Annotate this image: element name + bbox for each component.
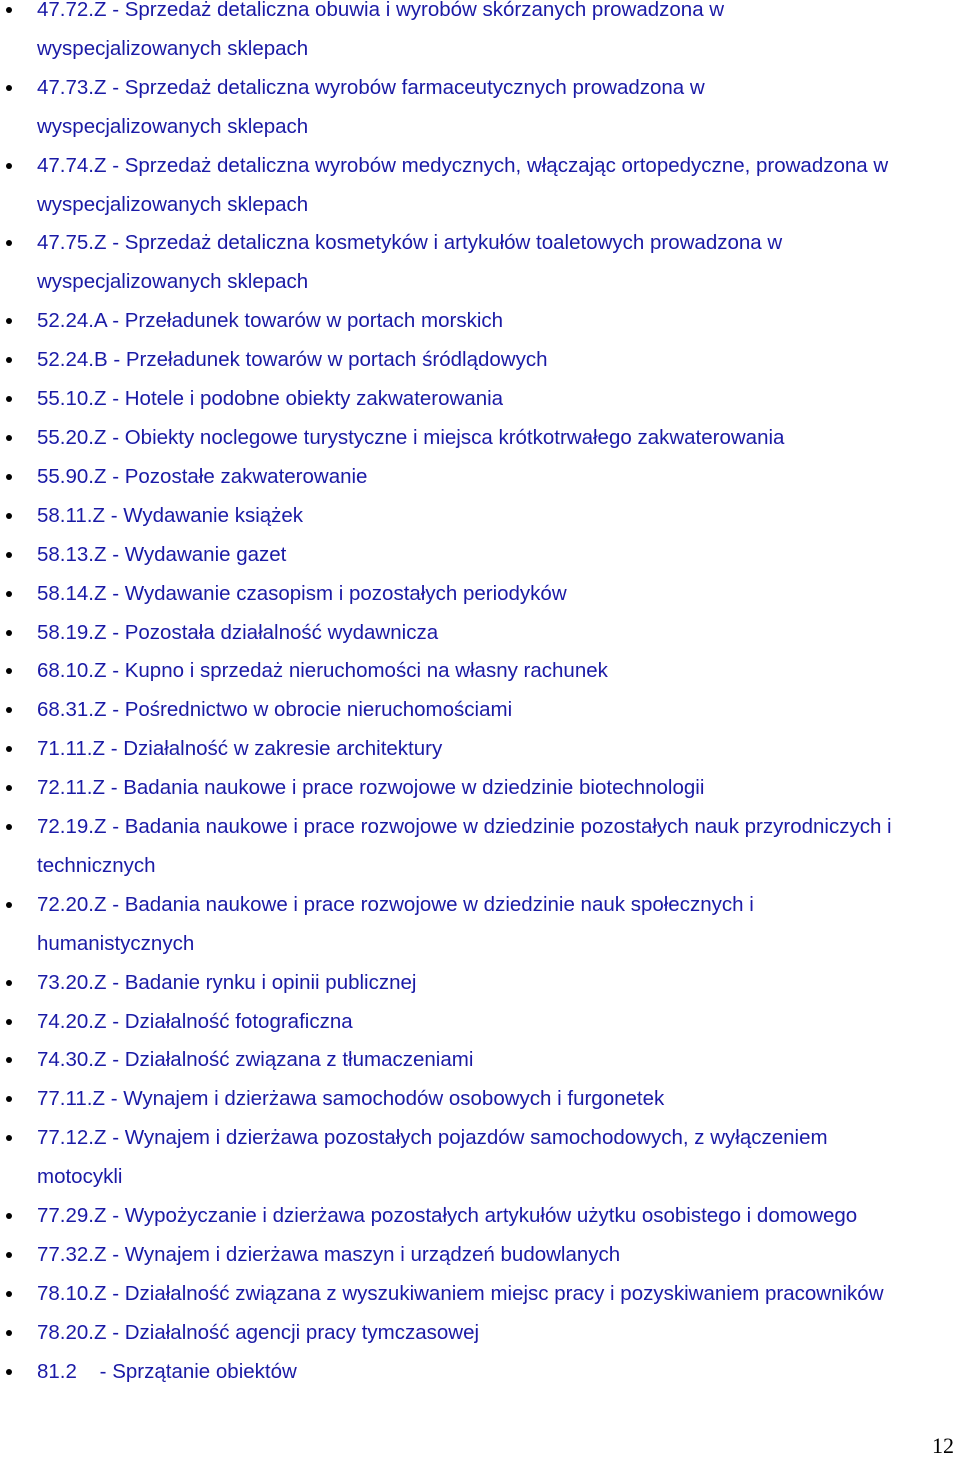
list-item [0, 341, 960, 380]
list-item [0, 730, 960, 769]
bullet-icon [6, 435, 12, 441]
list-item [0, 380, 960, 419]
activity-code-text: 55.10.Z - Hotele i podobne obiekty zakwaterowania [37, 387, 504, 411]
bullet-icon [6, 1291, 12, 1297]
activity-code-text: 68.10.Z - Kupno i sprzedaż nieruchomości na własny rachunek [37, 659, 608, 683]
activity-code-text: 74.30.Z - Działalność związana z tłumaczeniami [37, 1048, 474, 1072]
bullet-icon [6, 163, 12, 169]
list-item [0, 886, 960, 964]
activity-code-text-continued: humanistycznych [37, 931, 195, 955]
activity-code-text: 58.19.Z - Pozostała działalność wydawnicza [37, 620, 439, 644]
activity-code-text: 52.24.A - Przeładunek towarów w portach morskich [37, 309, 504, 333]
list-item [0, 536, 960, 575]
list-item [0, 1236, 960, 1275]
bullet-icon [6, 7, 12, 13]
list-item [0, 1275, 960, 1314]
bullet-icon [6, 630, 12, 636]
list-item [0, 1080, 960, 1119]
activity-code-text: 72.11.Z - Badania naukowe i prace rozwojowe w dziedzinie biotechnologii [37, 776, 705, 800]
bullet-icon [6, 1369, 12, 1375]
bullet-icon [6, 591, 12, 597]
list-item [0, 652, 960, 691]
bullet-icon [6, 240, 12, 246]
activity-code-text: 78.10.Z - Działalność związana z wyszukiwaniem miejsc pracy i pozyskiwaniem pracowników [37, 1281, 884, 1305]
list-item [0, 419, 960, 458]
activity-code-text: 47.74.Z - Sprzedaż detaliczna wyrobów medycznych, włączając ortopedyczne, prowadzona w [37, 153, 889, 177]
activity-code-text: 77.29.Z - Wypożyczanie i dzierżawa pozostałych artykułów użytku osobistego i domowego [37, 1204, 858, 1228]
activity-code-text-continued: wyspecjalizowanych sklepach [37, 270, 309, 294]
activity-code-text: 74.20.Z - Działalność fotograficzna [37, 1009, 353, 1033]
list-item [0, 1314, 960, 1353]
activity-code-text: 47.73.Z - Sprzedaż detaliczna wyrobów farmaceutycznych prowadzona w [37, 75, 705, 99]
list-item [0, 302, 960, 341]
page-number: 12 [932, 1433, 954, 1458]
activity-code-text: 77.12.Z - Wynajem i dzierżawa pozostałych pojazdów samochodowych, z wyłączeniem [37, 1126, 828, 1150]
activity-code-text: 81.2 - Sprzątanie obiektów [37, 1359, 297, 1383]
list-item [0, 1003, 960, 1042]
list-item [0, 224, 960, 302]
activity-code-text: 47.72.Z - Sprzedaż detaliczna obuwia i wyrobów skórzanych prowadzona w [37, 0, 725, 21]
activity-code-text-continued: technicznych [37, 853, 156, 877]
bullet-icon [6, 1057, 12, 1063]
bullet-icon [6, 396, 12, 402]
list-item [0, 1041, 960, 1080]
bullet-icon [6, 85, 12, 91]
activity-code-text: 72.19.Z - Badania naukowe i prace rozwojowe w dziedzinie pozostałych nauk przyrodniczych i [37, 815, 892, 839]
bullet-icon [6, 746, 12, 752]
bullet-icon [6, 1330, 12, 1336]
activity-code-text: 52.24.B - Przeładunek towarów w portach śródlądowych [37, 348, 548, 372]
bullet-icon [6, 1135, 12, 1141]
list-item [0, 691, 960, 730]
bullet-icon [6, 357, 12, 363]
activity-code-text: 78.20.Z - Działalność agencji pracy tymczasowej [37, 1320, 480, 1344]
activity-code-text-continued: wyspecjalizowanych sklepach [37, 36, 309, 60]
bullet-icon [6, 707, 12, 713]
activity-code-text: 58.14.Z - Wydawanie czasopism i pozostałych periodyków [37, 581, 567, 605]
activity-code-text: 77.11.Z - Wynajem i dzierżawa samochodów osobowych i furgonetek [37, 1087, 665, 1111]
bullet-icon [6, 318, 12, 324]
activity-code-text: 68.31.Z - Pośrednictwo w obrocie nieruchomościami [37, 698, 513, 722]
list-item [0, 1353, 960, 1392]
activity-code-text: 72.20.Z - Badania naukowe i prace rozwojowe w dziedzinie nauk społecznych i [37, 892, 754, 916]
activity-code-text: 55.90.Z - Pozostałe zakwaterowanie [37, 464, 368, 488]
list-item [0, 1197, 960, 1236]
activity-code-text: 47.75.Z - Sprzedaż detaliczna kosmetyków i artykułów toaletowych prowadzona w [37, 231, 783, 255]
activity-code-text: 58.11.Z - Wydawanie książek [37, 503, 304, 527]
activity-code-text: 73.20.Z - Badanie rynku i opinii publicznej [37, 970, 417, 994]
activity-code-text: 55.20.Z - Obiekty noclegowe turystyczne i miejsca krótkotrwałego zakwaterowania [37, 425, 785, 449]
activity-code-text: 71.11.Z - Działalność w zakresie architektury [37, 737, 443, 761]
activity-code-text-continued: wyspecjalizowanych sklepach [37, 192, 309, 216]
bullet-icon [6, 552, 12, 558]
list-item [0, 769, 960, 808]
bullet-icon [6, 902, 12, 908]
list-item [0, 808, 960, 886]
activity-code-text-continued: wyspecjalizowanych sklepach [37, 114, 309, 138]
list-item [0, 497, 960, 536]
activity-code-text: 77.32.Z - Wynajem i dzierżawa maszyn i urządzeń budowlanych [37, 1243, 621, 1266]
bullet-icon [6, 668, 12, 674]
bullet-icon [6, 1213, 12, 1219]
bullet-icon [6, 1096, 12, 1102]
activity-code-text-continued: motocykli [37, 1165, 123, 1189]
bullet-icon [6, 980, 12, 986]
list-item [0, 575, 960, 614]
list-item [0, 614, 960, 653]
list-item [0, 147, 960, 225]
bullet-icon [6, 1019, 12, 1025]
activity-code-text: 58.13.Z - Wydawanie gazet [37, 542, 287, 566]
bullet-icon [6, 1252, 12, 1258]
bullet-icon [6, 785, 12, 791]
bullet-icon [6, 824, 12, 830]
list-item [0, 964, 960, 1003]
bullet-icon [6, 513, 12, 519]
list-item [0, 0, 960, 69]
list-item [0, 458, 960, 497]
bullet-icon [6, 474, 12, 480]
list-item [0, 1119, 960, 1197]
list-item [0, 69, 960, 147]
